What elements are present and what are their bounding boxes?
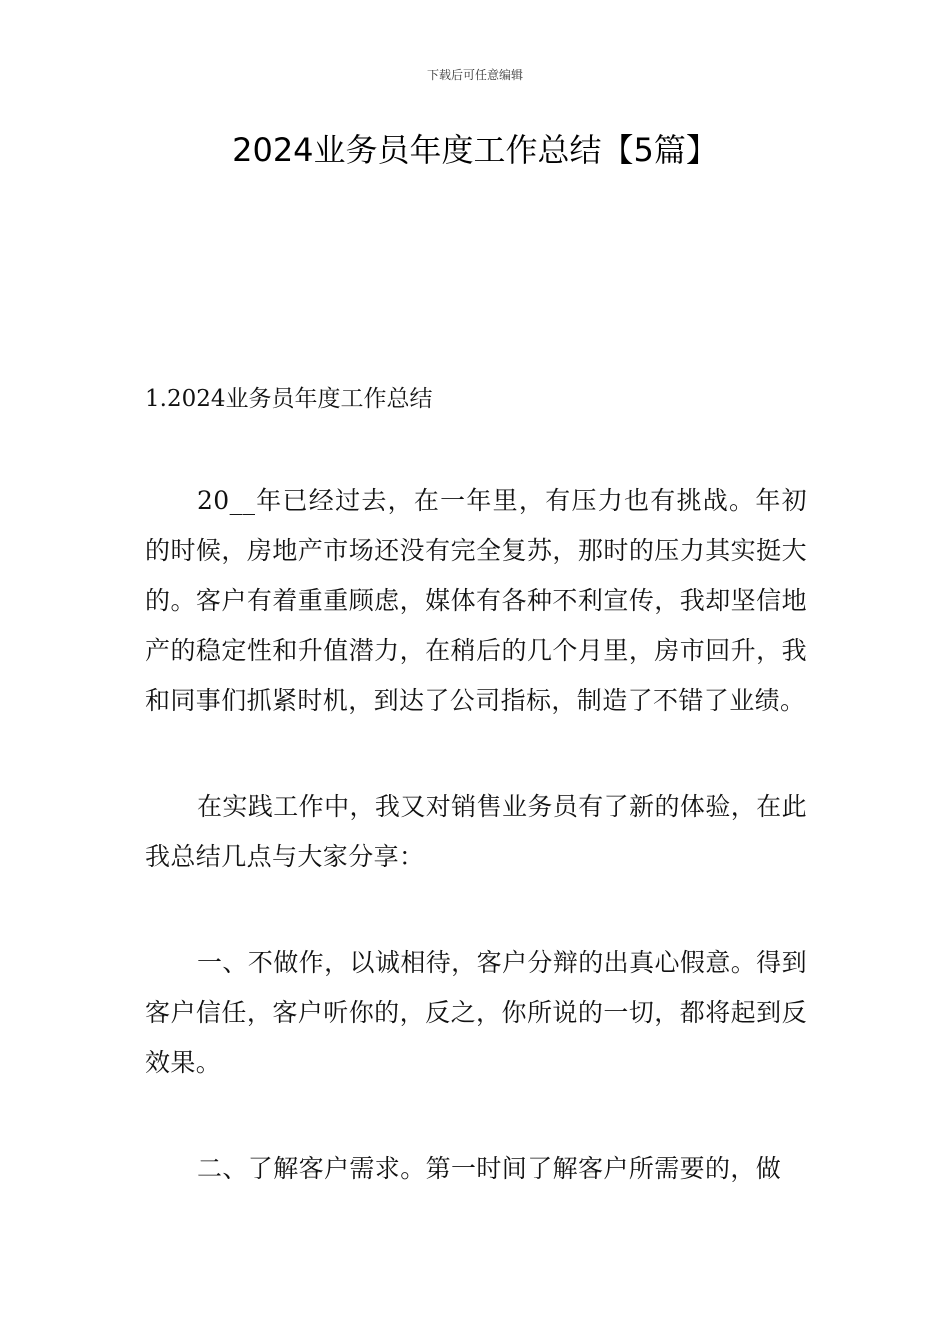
paragraph-2: 在实践工作中，我又对销售业务员有了新的体验，在此我总结几点与大家分享： <box>145 792 807 871</box>
paragraph-1: 20__年已经过去，在一年里，有压力也有挑战。年初的时候，房地产市场还没有完全复苏，那时的压力其实挺大的。客户有着重重顾虑，媒体有各种不利宣传，我却坚信地产的稳定性和升值潜力，在稍后的几个月里，房市回升，我和同事们抓紧时机，到达了公司指标，制造了不错了业绩。 <box>145 486 807 715</box>
paragraph-4: 二、了解客户需求。第一时间了解客户所需要的，做 <box>197 1154 782 1183</box>
paragraph-3: 一、不做作，以诚相待，客户分辩的出真心假意。得到客户信任，客户听你的，反之，你所说的一切，都将起到反效果。 <box>145 948 807 1077</box>
body-text <box>145 476 807 1250</box>
section-heading: 1.2024业务员年度工作总结 <box>145 386 433 412</box>
document-title: 2024业务员年度工作总结【5篇】 <box>232 131 718 169</box>
header-note: 下载后可任意编辑 <box>426 68 523 82</box>
